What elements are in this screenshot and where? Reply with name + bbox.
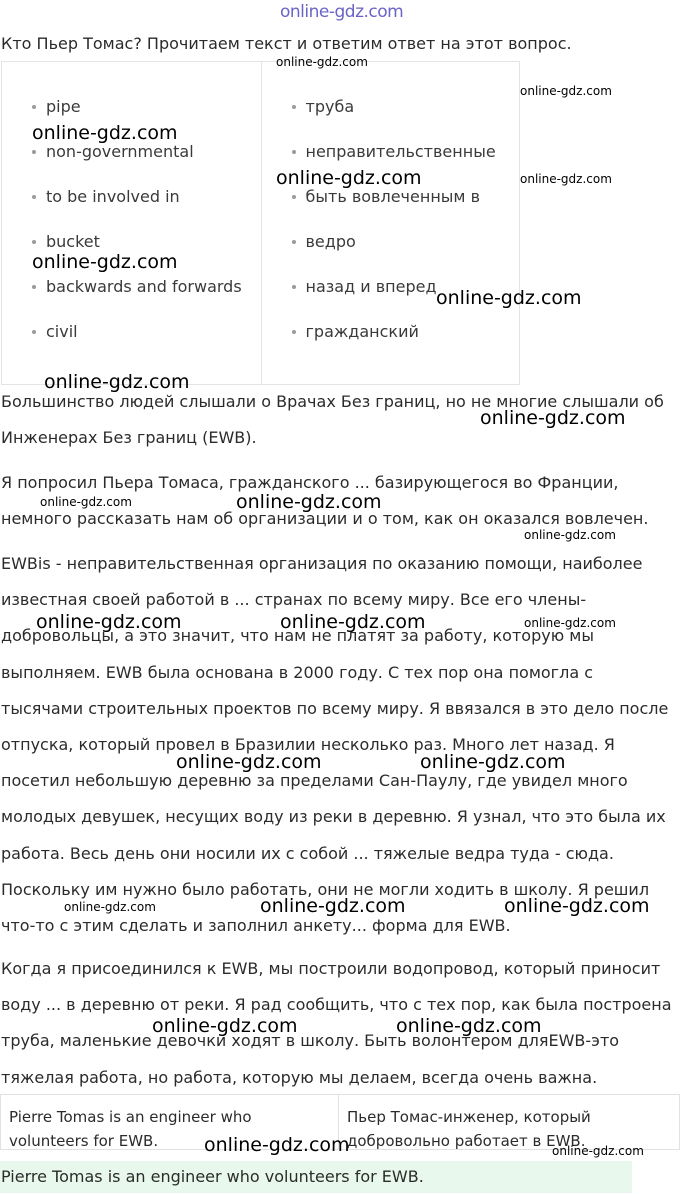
vocab-item-ru: назад и вперед [262,276,520,321]
intro-question: Кто Пьер Томас? Прочитаем текст и ответим ответ на этот вопрос. [1,34,572,53]
watermark: online-gdz.com [276,55,368,69]
paragraph-pipeline: Когда я присоединился к EWB, мы построили водопровод, который приносит воду ... в деревню от реки. Я рад сообщить, что с тех пор, как была построена труба, маленькие девочки ходят в школу. Быть волонтером дляEWB-это тяжелая работа, но работа, которую мы делаем, всегда очень важна. [1,959,672,1087]
vocab-item-en: non-governmental [2,141,261,186]
watermark: online-gdz.com [44,371,190,393]
paragraph-intro: Большинство людей слышали о Врачах Без границ, но не многие слышали об Инженерах Без границ (EWB). [1,392,664,448]
watermark: online-gdz.com [276,167,422,189]
vocab-item-en: civil [2,321,261,366]
watermark: online-gdz.com [520,172,612,186]
watermark: online-gdz.com [552,1144,644,1158]
vocab-item-ru: быть вовлеченным в [262,186,520,231]
watermark: online-gdz.com [420,751,566,773]
vocab-item-en: backwards and forwards [2,276,261,321]
answer-russian-cell: Пьер Томас-инженер, который добровольно работает в EWB. [338,1095,679,1149]
answer-english-cell: Pierre Tomas is an engineer who volunteers for EWB. [9,1108,252,1150]
vocab-item-en: pipe [2,96,261,141]
vocabulary-english-column [2,62,261,384]
watermark: online-gdz.com [436,287,582,309]
vocabulary-russian-column [261,62,520,384]
watermark: online-gdz.com [280,611,426,633]
vocab-item-ru: гражданский [262,321,520,366]
site-logo[interactable]: online-gdz.com [280,2,404,22]
paragraph-ewb-story: EWBis - неправительственная организация по оказанию помощи, наиболее известная своей работой в ... странах по всему миру. Все его члены-добровольцы, а это значит, что нам не платят за работу, которую мы выполняем. EWB была основана в 2000 году. С тех пор она помогла с тысячами строительных проектов по всему миру. Я ввязался в это дело после отпуска, который провел в Бразилии несколько раз. Много лет назад. Я посетил небольшую деревню за пределами Сан-Паулу, где увидел много молодых девушек, несущих воду из реки в деревню. Я узнал, что это была их работа. Весь день они носили их с собой ... тяжелые ведра туда - сюда. Поскольку им нужно было работать, они не могли ходить в школу. Я решил что-то с этим сделать и заполнил анкету... форма для EWB. [1,554,669,936]
vocab-item-en: bucket [2,231,261,276]
paragraph-request: Я попросил Пьера Томаса, гражданского ... базирующегося во Франции, немного рассказать нам об организации и о том, как он оказался вовлечен. [1,473,649,529]
watermark: online-gdz.com [32,251,178,273]
watermark: online-gdz.com [260,895,406,917]
vocab-item-ru: неправительственные [262,141,520,186]
answer-highlight: Pierre Tomas is an engineer who volunteers for EWB. [0,1161,632,1193]
watermark: online-gdz.com [204,1134,350,1156]
watermark: online-gdz.com [524,616,616,630]
watermark: online-gdz.com [480,407,626,429]
watermark: online-gdz.com [40,495,132,509]
watermark: online-gdz.com [152,1015,298,1037]
watermark: online-gdz.com [64,900,156,914]
vocab-item-ru: ведро [262,231,520,276]
vocab-item-ru: труба [262,96,520,141]
watermark: online-gdz.com [504,895,650,917]
watermark: online-gdz.com [396,1015,542,1037]
vocab-item-en: to be involved in [2,186,261,231]
watermark: online-gdz.com [176,751,322,773]
vocabulary-table [1,61,520,385]
watermark: online-gdz.com [524,528,616,542]
watermark: online-gdz.com [236,491,382,513]
watermark: online-gdz.com [36,611,182,633]
watermark: online-gdz.com [32,122,178,144]
watermark: online-gdz.com [520,84,612,98]
